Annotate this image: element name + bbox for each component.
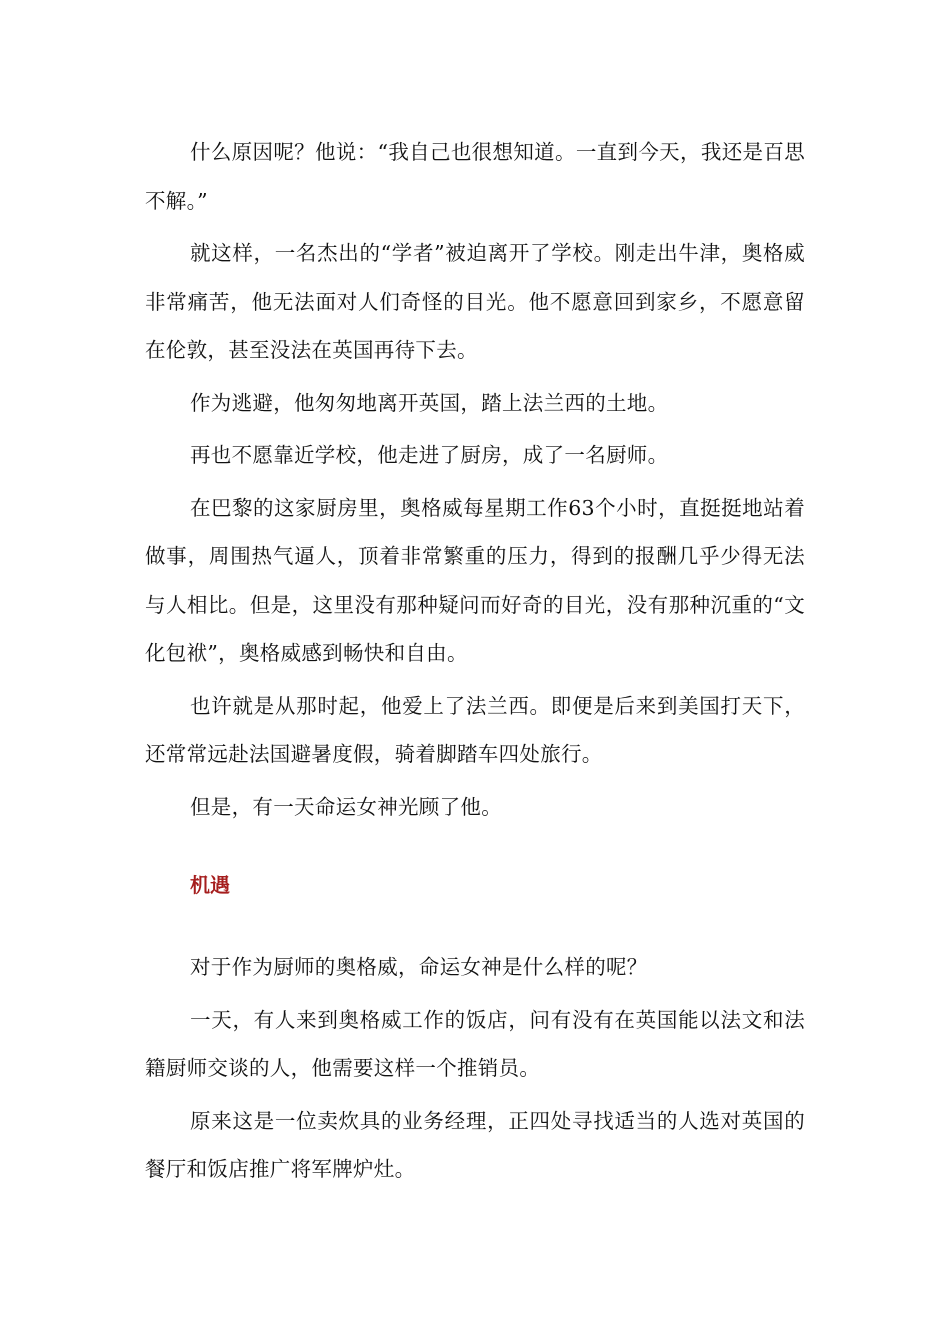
paragraph: 一天，有人来到奥格威工作的饭店，问有没有在英国能以法文和法籍厨师交谈的人，他需要这样一个推销员。 [145,1007,805,1080]
paragraph: 作为逃避，他匆匆地离开英国，踏上法兰西的土地。 [190,390,669,415]
paragraph: 也许就是从那时起，他爱上了法兰西。即便是后来到美国打天下，还常常远赴法国避暑度假，骑着脚踏车四处旅行。 [145,693,805,766]
paragraph: 再也不愿靠近学校，他走进了厨房，成了一名厨师。 [190,443,669,467]
document-body [145,128,805,1198]
paragraph: 在巴黎的这家厨房里，奥格威每星期工作63个小时，直挺挺地站着做事，周围热气逼人，顶着非常繁重的压力，得到的报酬几乎少得无法与人相比。但是，这里没有那种疑问而好奇的目光，没有那种沉重的“文化包袱”，奥格威感到畅快和自由。 [145,495,805,665]
paragraph: 但是，有一天命运女神光顾了他。 [190,794,502,819]
section-heading: 机遇 [190,873,230,897]
paragraph: 对于作为厨师的奥格威，命运女神是什么样的呢？ [190,955,648,979]
paragraph: 什么原因呢？他说：“我自己也很想知道。一直到今天，我还是百思不解。” [145,140,805,213]
paragraph: 就这样，一名杰出的“学者”被迫离开了学校。刚走出牛津，奥格威非常痛苦，他无法面对人们奇怪的目光。他不愿意回到家乡，不愿意留在伦敦，甚至没法在英国再待下去。 [145,241,805,362]
paragraph: 原来这是一位卖炊具的业务经理，正四处寻找适当的人选对英国的餐厅和饭店推广将军牌炉灶。 [145,1108,805,1181]
